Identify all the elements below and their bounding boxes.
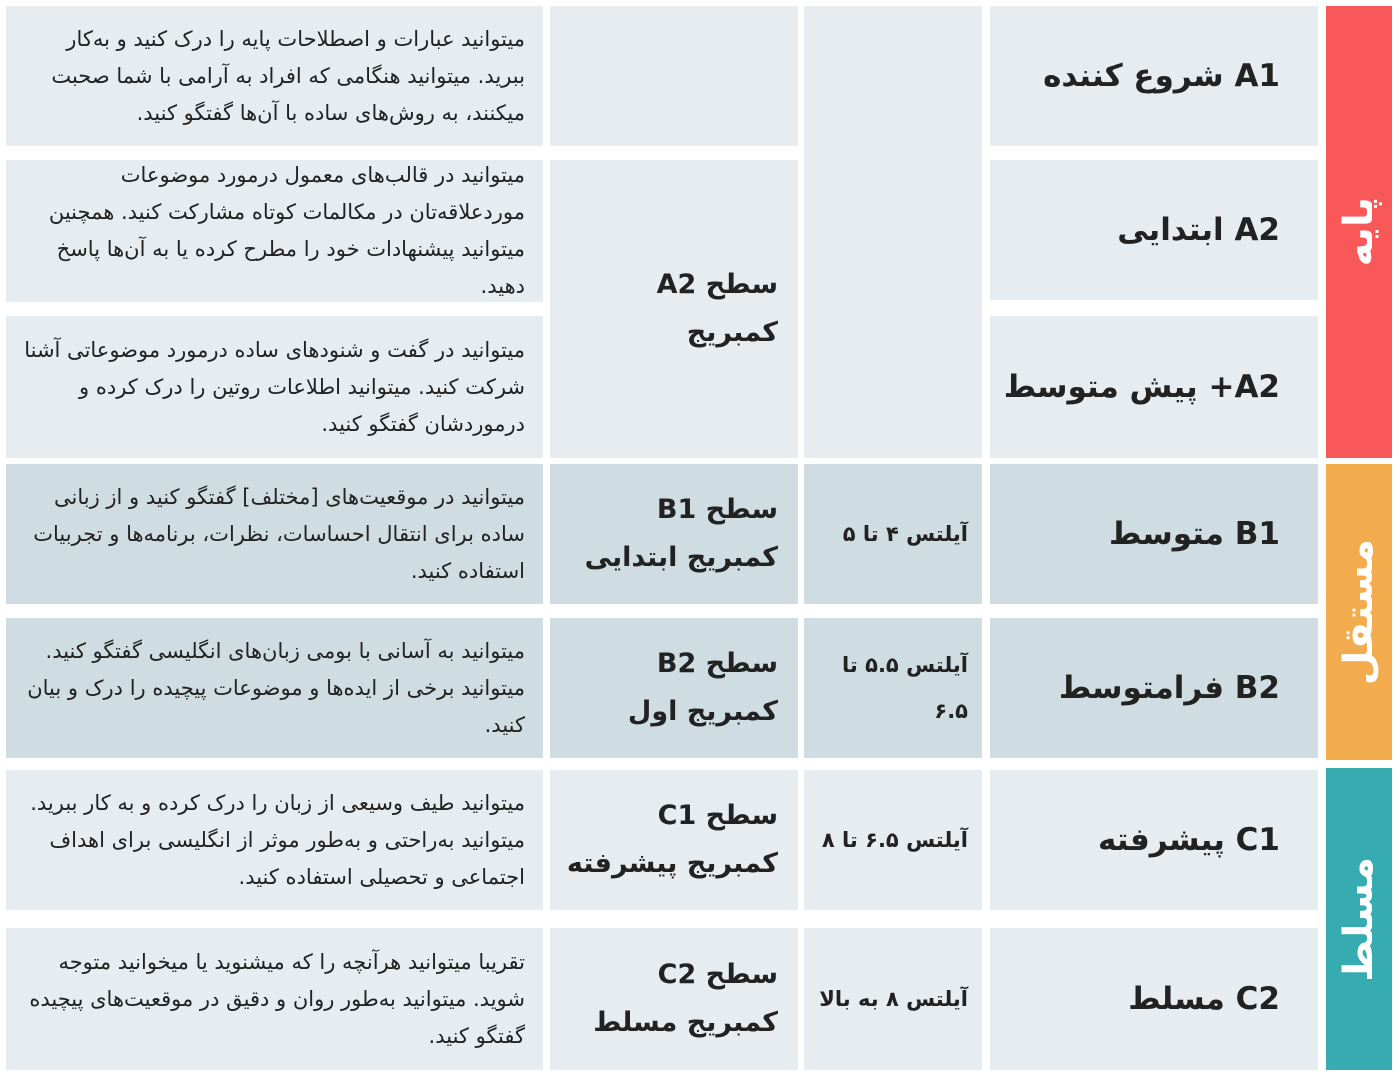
cambridge-c1: سطح C1 کمبریج پیشرفته (550, 770, 798, 910)
cambridge-b1: سطح B1 کمبریج ابتدایی (550, 464, 798, 604)
description-a1: میتوانید عبارات و اصطلاحات پایه را درک کنید و به‌کار ببرید. میتوانید هنگامی که افراد به آرامی با شما صحبت میکنند، به روش‌های ساده با آن‌ها گفتگو کنید. (6, 6, 543, 146)
cambridge-a2: سطح A2 کمبریج (550, 160, 798, 458)
cambridge-a1 (550, 6, 798, 146)
ielts-b2: آیلتس ۵.۵ تا ۶.۵ (804, 618, 982, 758)
level-name-c1: C1 پیشرفته (990, 770, 1318, 910)
ielts-b1: آیلتس ۴ تا ۵ (804, 464, 982, 604)
band-proficient-label: مسلط (1336, 856, 1382, 982)
level-name-a1: A1 شروع کننده (990, 6, 1318, 146)
description-b2: میتوانید به آسانی با بومی زبان‌های انگلیسی گفتگو کنید. میتوانید برخی از ایده‌ها و موضوعات پیچیده را درک و بیان کنید. (6, 618, 543, 758)
cambridge-b2: سطح B2 کمبریج اول (550, 618, 798, 758)
cambridge-c2: سطح C2 کمبریج مسلط (550, 928, 798, 1070)
level-name-b1: B1 متوسط (990, 464, 1318, 604)
band-basic-label: پایه (1336, 197, 1382, 267)
level-name-a2-plus: A2+ پیش متوسط (990, 316, 1318, 458)
band-proficient (1326, 768, 1392, 1070)
band-independent (1326, 464, 1392, 760)
description-c2: تقریبا میتوانید هرآنچه را که میشنوید یا میخوانید متوجه شوید. میتوانید به‌طور روان و دقیق در موقعیت‌های پیچیده گفتگو کنید. (6, 928, 543, 1070)
ielts-c2: آیلتس ۸ به بالا (804, 928, 982, 1070)
description-b1: میتوانید در موقعیت‌های [مختلف] گفتگو کنید و از زبانی ساده برای انتقال احساسات، نظرات، برنامه‌ها و تجربیات استفاده کنید. (6, 464, 543, 604)
band-independent-label: مستقل (1336, 538, 1382, 686)
ielts-c1: آیلتس ۶.۵ تا ۸ (804, 770, 982, 910)
level-name-c2: C2 مسلط (990, 928, 1318, 1070)
description-a2-plus: میتوانید در گفت و شنودهای ساده درمورد موضوعاتی آشنا شرکت کنید. میتوانید اطلاعات روتین را درک کرده و درموردشان گفتگو کنید. (6, 316, 543, 458)
band-basic (1326, 6, 1392, 458)
ielts-basic (804, 6, 982, 458)
level-name-b2: B2 فرامتوسط (990, 618, 1318, 758)
description-c1: میتوانید طیف وسیعی از زبان را درک کرده و به کار ببرید. میتوانید به‌راحتی و به‌طور موثر از انگلیسی برای اهداف اجتماعی و تحصیلی استفاده کنید. (6, 770, 543, 910)
level-name-a2: A2 ابتدایی (990, 160, 1318, 300)
description-a2: میتوانید در قالب‌های معمول درمورد موضوعات موردعلاقه‌تان در مکالمات کوتاه مشارکت کنید. همچنین میتوانید پیشنهادات خود را مطرح کرده یا به آن‌ها پاسخ دهید. (6, 160, 543, 302)
